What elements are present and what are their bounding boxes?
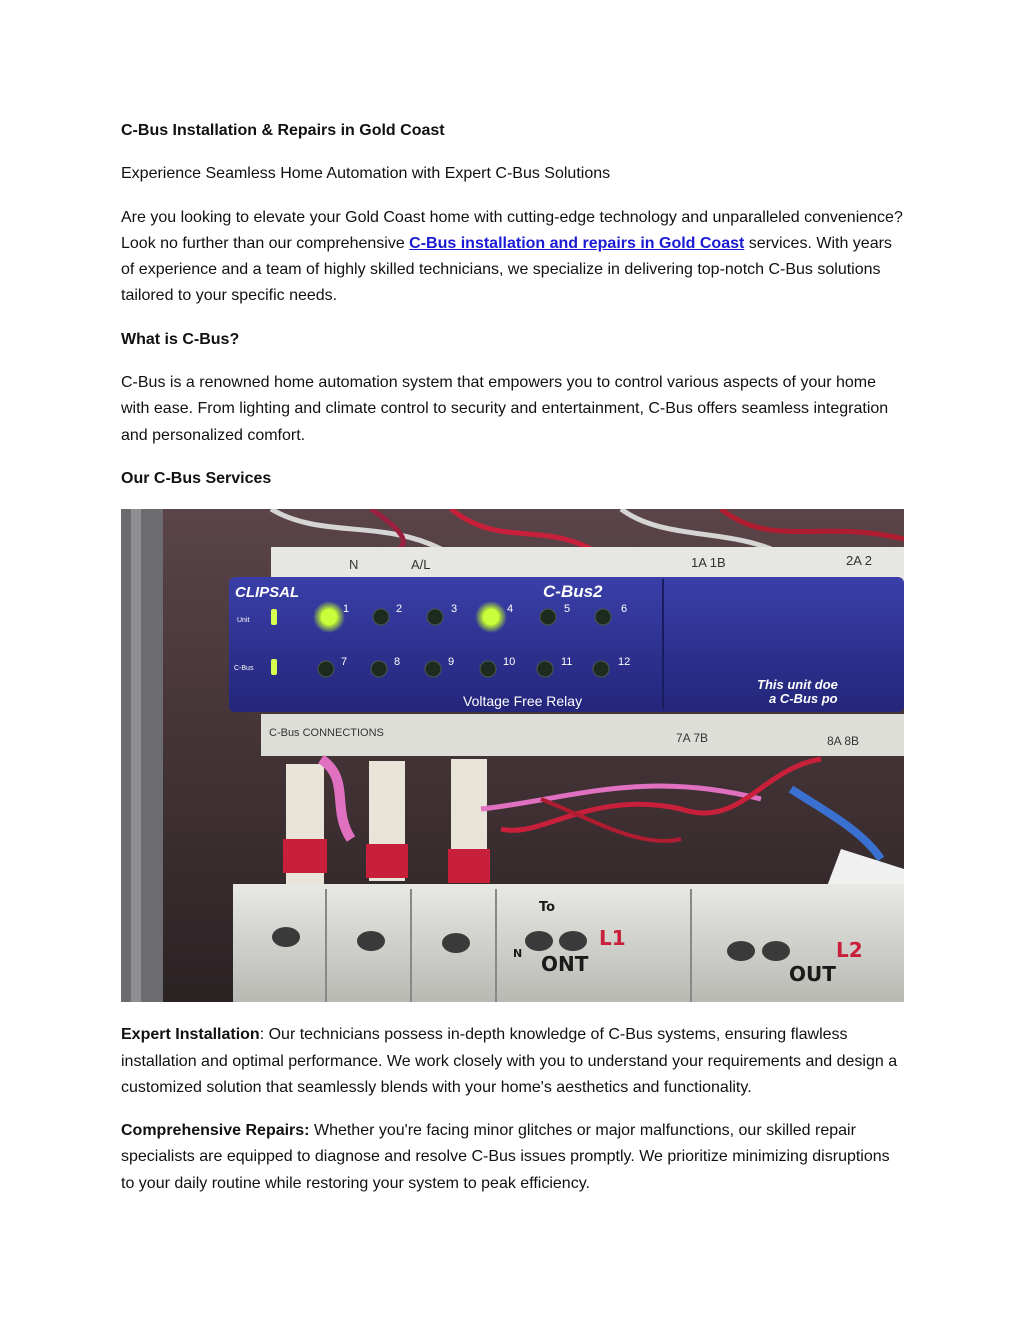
terminal-7a7b-label: 7A 7B [676,731,709,746]
comprehensive-repairs-text: Whether you're facing minor glitches or major malfunctions, our skilled repair specialists are equipped to diagnose and resolve C-Bus issues promptly. We prioritize minimizing disruptions to your daily routine while restoring your system to peak efficiency. [121,1122,890,1192]
cbus-services-link[interactable]: C-Bus installation and repairs in Gold Coast [409,234,745,252]
comprehensive-repairs-paragraph [121,1118,904,1197]
channel-10-label: 10 [503,656,516,669]
intro-text-after: services. With years of experience and a team of highly skilled technicians, we specialize in delivering top-notch C-Bus solutions tailored to your specific needs. [121,234,892,305]
intro-text-before: Are you looking to elevate your Gold Coast home with cutting-edge technology and unparalleled convenience? Look no further than our comprehensive [121,208,903,252]
channel-9-label: 9 [448,656,455,669]
channel-2-label: 2 [396,603,403,616]
services-heading: Our C-Bus Services [121,469,272,487]
module-side-text-1: This unit doe [757,677,838,693]
channel-11-label: 11 [561,656,573,669]
channel-3-label: 3 [451,603,458,616]
unit-led [271,609,277,625]
comprehensive-repairs-label: Comprehensive Repairs: [121,1122,310,1140]
handwritten-l1: L1 [599,926,626,951]
channel-6-label: 6 [621,603,628,616]
terminal-n-label: N [349,557,359,573]
what-is-cbus-heading: What is C-Bus? [121,330,240,348]
expert-installation-label: Expert Installation [121,1026,260,1044]
terminal-1a1b-label: 1A 1B [691,555,726,571]
cbus-led [271,659,277,675]
cbus-module-photo [121,509,904,1002]
terminal-8a8b-label: 8A 8B [827,734,860,749]
expert-installation-paragraph [121,1022,904,1101]
handwritten-l2: L2 [836,938,863,963]
intro-paragraph [121,205,904,310]
clipsal-logo: CLIPSAL [235,584,300,602]
cbus-connections-label: C-Bus CONNECTIONS [269,727,384,740]
channel-12-label: 12 [618,656,631,669]
unit-label: Unit [237,617,250,625]
document-page [121,118,904,1214]
expert-installation-text: : Our technicians possess in-depth knowledge of C-Bus systems, ensuring flawless installation and optimal performance. We work closely with you to understand your requirements and design a customized solution that seamlessly blends with your home's aesthetics and functionality. [121,1026,898,1096]
handwritten-out: OUT [789,962,836,987]
cbus2-logo: C-Bus2 [543,582,603,602]
page-subtitle: Experience Seamless Home Automation with Expert C-Bus Solutions [121,165,611,183]
page-title: C-Bus Installation & Repairs in Gold Coast [121,122,445,139]
terminal-al-label: A/L [411,557,431,573]
cbus-indicator-label: C-Bus [234,665,254,673]
handwritten-ont: ONT [541,952,589,977]
channel-8-label: 8 [394,656,401,669]
channel-4-label: 4 [507,603,514,616]
channel-7-label: 7 [341,656,348,669]
handwritten-n: N [513,947,523,961]
terminal-2a-label: 2A 2 [846,553,873,569]
module-side-text-2: a C-Bus po [769,691,838,707]
channel-5-label: 5 [564,603,571,616]
handwritten-to: To [539,900,556,916]
channel-1-label: 1 [343,603,350,616]
voltage-free-relay-label: Voltage Free Relay [463,693,583,710]
what-is-cbus-paragraph: C-Bus is a renowned home automation system that empowers you to control various aspects of your home with ease. From lighting and climate control to security and entertainment, C-Bus offers seamless integration and personalized comfort. [121,374,889,444]
metal-rail [121,509,163,1002]
